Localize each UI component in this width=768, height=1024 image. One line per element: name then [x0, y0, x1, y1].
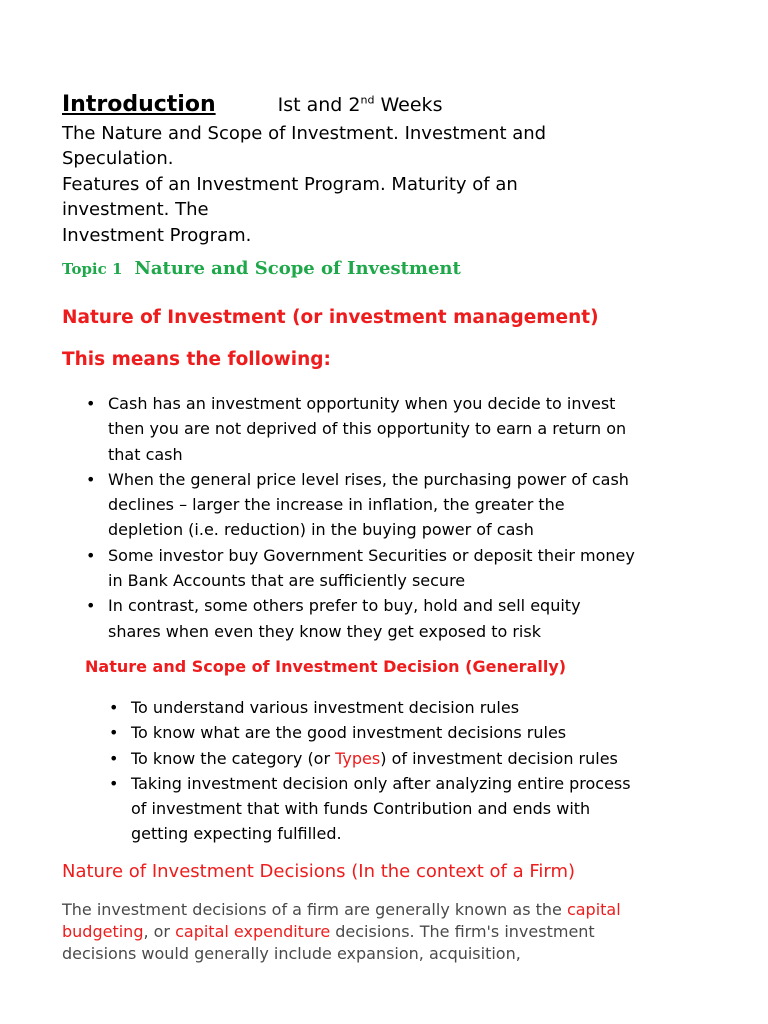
weeks-label: Ist and 2nd Weeks: [277, 93, 443, 116]
bullet-list-2: [107, 695, 631, 847]
list-item: • Cash has an investment opportunity when you decide to invest then you are not deprived of this opportunity to earn a return on that cash: [84, 391, 635, 467]
firm-heading: Nature of Investment Decisions (In the context of a Firm): [62, 861, 576, 882]
list-item: • Some investor buy Government Securities or deposit their money in Bank Accounts that are sufficiently secure: [84, 543, 635, 594]
means-heading: This means the following:: [62, 349, 331, 370]
topic-title: Nature and Scope of Investment: [134, 258, 461, 279]
final-line-1: The investment decisions of a firm are generally known as the capital: [62, 900, 621, 919]
list-item: • When the general price level rises, the purchasing power of cash declines – larger the increase in inflation, the greater the depletion (i.e. reduction) in the buying power of cash: [84, 467, 635, 543]
intro-line-3: Features of an Investment Program. Maturity of an: [62, 174, 518, 195]
bullet-list-1: [84, 391, 635, 644]
list-item: • To know what are the good investment decisions rules: [107, 720, 631, 745]
capital-expenditure-highlight: capital expenditure: [175, 922, 331, 941]
intro-line-4: investment. The: [62, 199, 209, 220]
budgeting-highlight: budgeting: [62, 922, 144, 941]
final-paragraph: [62, 899, 621, 965]
intro-line-1: The Nature and Scope of Investment. Investment and: [62, 123, 547, 144]
final-line-2: budgeting, or capital expenditure decisions. The firm's investment: [62, 922, 595, 941]
list-item: • To understand various investment decision rules: [107, 695, 631, 720]
intro-line-2: Speculation.: [62, 148, 174, 169]
intro-title: Introduction: [62, 92, 216, 117]
types-highlight: Types: [335, 748, 381, 768]
list-item: • In contrast, some others prefer to buy, hold and sell equity shares when even they know they get exposed to risk: [84, 593, 635, 644]
list-item: • To know the category (or Types) of investment decision rules: [107, 746, 631, 771]
decision-heading: Nature and Scope of Investment Decision (Generally): [85, 657, 567, 676]
capital-highlight: capital: [566, 900, 621, 919]
intro-line: [62, 92, 442, 117]
final-line-3: decisions would generally include expansion, acquisition,: [62, 944, 521, 963]
intro-line-5: Investment Program.: [62, 225, 252, 246]
nature-heading: Nature of Investment (or investment management): [62, 307, 599, 328]
topic-heading: [62, 258, 461, 279]
list-item: • Taking investment decision only after analyzing entire process of investment that with funds Contribution and ends with getting expecting fulfilled.: [107, 771, 631, 847]
topic-label: Topic 1: [62, 260, 123, 278]
